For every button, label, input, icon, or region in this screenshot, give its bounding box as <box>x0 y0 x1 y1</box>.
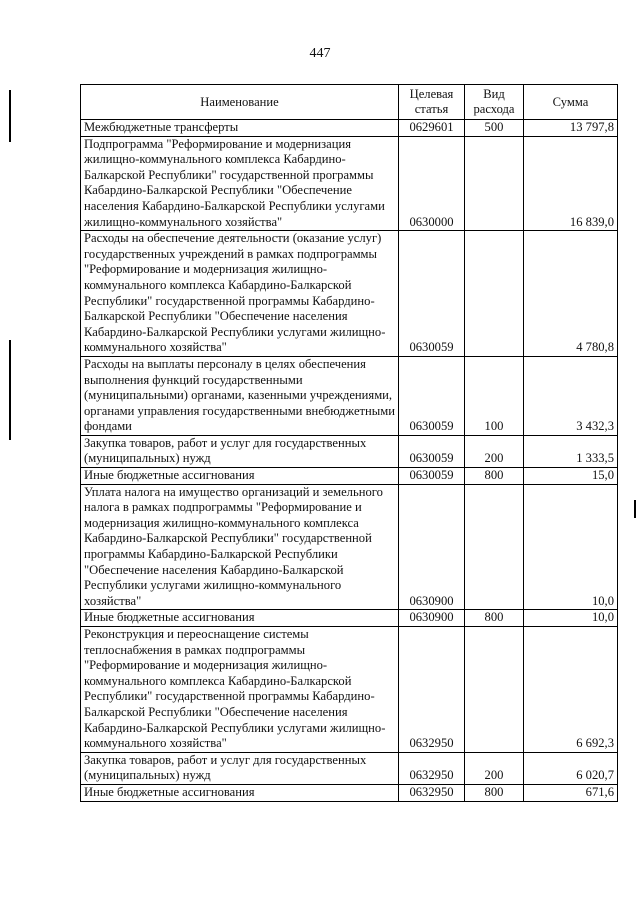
table-row <box>81 784 618 801</box>
row-target-article: 0629601 <box>399 120 465 137</box>
header-expense-type-line1: Вид <box>483 87 505 101</box>
row-expense-type <box>465 627 524 753</box>
budget-table <box>80 84 618 802</box>
row-name: Подпрограмма "Реформирование и модернизация жилищно-коммунального комплекса Кабардино-Балкарской Республики" государственной программы Кабардино-Балкарской Республики "Обеспечение населения Кабардино-Балкарской Республики услугами жилищно-коммунального хозяйства" <box>81 136 399 231</box>
header-expense-type <box>465 85 524 120</box>
row-expense-type: 200 <box>465 435 524 467</box>
table-row <box>81 468 618 485</box>
margin-mark <box>9 90 11 142</box>
row-target-article: 0632950 <box>399 784 465 801</box>
table-row <box>81 435 618 467</box>
row-expense-type <box>465 484 524 610</box>
table-row <box>81 356 618 435</box>
table-row <box>81 231 618 357</box>
table-row <box>81 136 618 231</box>
page-number: 447 <box>309 46 331 61</box>
header-name: Наименование <box>81 85 399 120</box>
header-target-article <box>399 85 465 120</box>
row-sum: 15,0 <box>524 468 618 485</box>
row-sum: 10,0 <box>524 484 618 610</box>
row-expense-type <box>465 136 524 231</box>
row-name: Межбюджетные трансферты <box>81 120 399 137</box>
row-sum: 4 780,8 <box>524 231 618 357</box>
header-expense-type-line2: расхода <box>473 102 515 116</box>
row-sum: 13 797,8 <box>524 120 618 137</box>
row-name: Уплата налога на имущество организаций и земельного налога в рамках подпрограммы "Реформирование и модернизация жилищно-коммунального комплекса Кабардино-Балкарской Республики" государственной программы Кабардино-Балкарской Республики "Обеспечение населения Кабардино-Балкарской Республики услугами жилищно-коммунального хозяйства" <box>81 484 399 610</box>
row-name: Реконструкция и переоснащение системы теплоснабжения в рамках подпрограммы "Реформирование и модернизация жилищно-коммунального комплекса Кабардино-Балкарской Республики" государственной программы Кабардино-Балкарской Республики "Обеспечение населения Кабардино-Балкарской Республики услугами жилищно-коммунального хозяйства" <box>81 627 399 753</box>
row-name: Иные бюджетные ассигнования <box>81 468 399 485</box>
row-name: Расходы на выплаты персоналу в целях обеспечения выполнения функций государственными (муниципальными) органами, казенными учреждениями, органами управления государственными внебюджетными фондами <box>81 356 399 435</box>
row-sum: 3 432,3 <box>524 356 618 435</box>
row-expense-type: 200 <box>465 752 524 784</box>
row-sum: 16 839,0 <box>524 136 618 231</box>
row-expense-type: 500 <box>465 120 524 137</box>
row-sum: 6 692,3 <box>524 627 618 753</box>
header-sum: Сумма <box>524 85 618 120</box>
row-expense-type: 800 <box>465 468 524 485</box>
table-header-row <box>81 85 618 120</box>
margin-mark <box>634 500 636 518</box>
margin-mark <box>9 340 11 440</box>
header-target-article-line1: Целевая <box>409 87 454 101</box>
row-target-article: 0632950 <box>399 752 465 784</box>
row-sum: 1 333,5 <box>524 435 618 467</box>
row-name: Расходы на обеспечение деятельности (оказание услуг) государственных учреждений в рамках подпрограммы "Реформирование и модернизация жилищно-коммунального комплекса Кабардино-Балкарской Республики" государственной программы Кабардино-Балкарской Республики "Обеспечение населения Кабардино-Балкарской Республики услугами жилищно-коммунального хозяйства" <box>81 231 399 357</box>
row-sum: 10,0 <box>524 610 618 627</box>
row-name: Иные бюджетные ассигнования <box>81 784 399 801</box>
row-expense-type <box>465 231 524 357</box>
row-name: Закупка товаров, работ и услуг для государственных (муниципальных) нужд <box>81 752 399 784</box>
header-target-article-line2: статья <box>414 102 449 116</box>
row-target-article: 0630059 <box>399 356 465 435</box>
table-row <box>81 484 618 610</box>
table-row <box>81 627 618 753</box>
table-row <box>81 610 618 627</box>
row-target-article: 0630059 <box>399 231 465 357</box>
row-target-article: 0630059 <box>399 435 465 467</box>
row-expense-type: 100 <box>465 356 524 435</box>
row-target-article: 0630000 <box>399 136 465 231</box>
row-sum: 6 020,7 <box>524 752 618 784</box>
table-row <box>81 752 618 784</box>
table-row <box>81 120 618 137</box>
row-name: Закупка товаров, работ и услуг для государственных (муниципальных) нужд <box>81 435 399 467</box>
row-target-article: 0630059 <box>399 468 465 485</box>
row-target-article: 0630900 <box>399 484 465 610</box>
row-expense-type: 800 <box>465 610 524 627</box>
row-name: Иные бюджетные ассигнования <box>81 610 399 627</box>
row-expense-type: 800 <box>465 784 524 801</box>
row-target-article: 0632950 <box>399 627 465 753</box>
row-sum: 671,6 <box>524 784 618 801</box>
row-target-article: 0630900 <box>399 610 465 627</box>
